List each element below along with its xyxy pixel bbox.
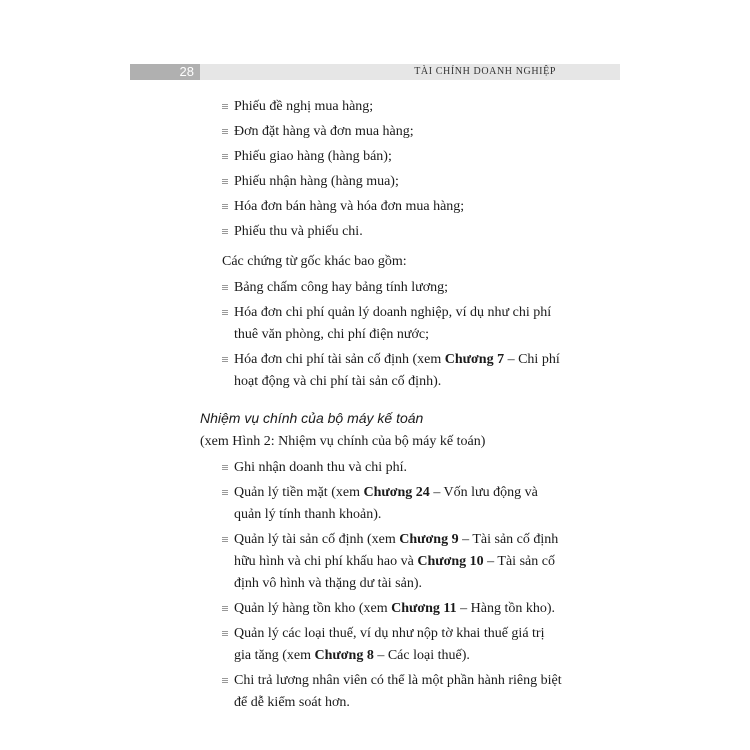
list-item: Chi trả lương nhân viên có thể là một phần hành riêng biệt để dễ kiểm soát hơn. (200, 670, 565, 714)
list-item: Phiếu giao hàng (hàng bán); (200, 146, 565, 168)
bullet-icon (222, 631, 228, 636)
list-item: Phiếu đề nghị mua hàng; (200, 96, 565, 118)
running-title: TÀI CHÍNH DOANH NGHIỆP (414, 66, 556, 77)
accounting-tasks-list (200, 457, 565, 714)
figure-reference: (xem Hình 2: Nhiệm vụ chính của bộ máy kế toán) (200, 434, 486, 449)
list-item: Quản lý tài sản cố định (xem Chương 9 – Tài sản cố định hữu hình và chi phí khấu hao và Chương 10 – Tài sản cố định vô hình và thặng dư tài sản). (200, 529, 565, 595)
chapter-ref: Chương 8 (314, 648, 374, 663)
list-item: Ghi nhận doanh thu và chi phí. (200, 457, 565, 479)
page-body (200, 96, 565, 717)
chapter-ref: Chương 10 (417, 554, 484, 569)
bullet-icon (222, 179, 228, 184)
list-item: Phiếu nhận hàng (hàng mua); (200, 171, 565, 193)
bullet-icon (222, 129, 228, 134)
source-documents-list (200, 96, 565, 243)
list-item: Quản lý tiền mặt (xem Chương 24 – Vốn lưu động và quản lý tính thanh khoản). (200, 482, 565, 526)
list-item: Bảng chấm công hay bảng tính lương; (200, 277, 565, 299)
chapter-ref: Chương 24 (363, 485, 430, 500)
running-header (130, 64, 620, 80)
chapter-ref: Chương 11 (391, 601, 457, 616)
bullet-icon (222, 204, 228, 209)
bullet-icon (222, 465, 228, 470)
list-item: Hóa đơn chi phí tài sản cố định (xem Chương 7 – Chi phí hoạt động và chi phí tài sản cố định). (200, 349, 565, 393)
bullet-icon (222, 606, 228, 611)
list-item: Quản lý các loại thuế, ví dụ như nộp tờ khai thuế giá trị gia tăng (xem Chương 8 – Các loại thuế). (200, 623, 565, 667)
list-item: Hóa đơn bán hàng và hóa đơn mua hàng; (200, 196, 565, 218)
list-item: Hóa đơn chi phí quản lý doanh nghiệp, ví dụ như chi phí thuê văn phòng, chi phí điện nước; (200, 302, 565, 346)
chapter-ref: Chương 7 (444, 352, 505, 367)
bullet-icon (222, 154, 228, 159)
list-item: Đơn đặt hàng và đơn mua hàng; (200, 121, 565, 143)
other-documents-intro: Các chứng từ gốc khác bao gồm: (222, 254, 407, 269)
bullet-icon (222, 285, 228, 290)
bullet-icon (222, 357, 228, 362)
section-heading: Nhiệm vụ chính của bộ máy kế toán (200, 410, 424, 426)
bullet-icon (222, 678, 228, 683)
bullet-icon (222, 490, 228, 495)
bullet-icon (222, 229, 228, 234)
chapter-ref: Chương 9 (399, 532, 459, 547)
other-documents-list (200, 277, 565, 393)
bullet-icon (222, 537, 228, 542)
bullet-icon (222, 104, 228, 109)
page-number: 28 (130, 64, 200, 80)
bullet-icon (222, 310, 228, 315)
list-item: Quản lý hàng tồn kho (xem Chương 11 – Hàng tồn kho). (200, 598, 565, 620)
list-item: Phiếu thu và phiếu chi. (200, 221, 565, 243)
